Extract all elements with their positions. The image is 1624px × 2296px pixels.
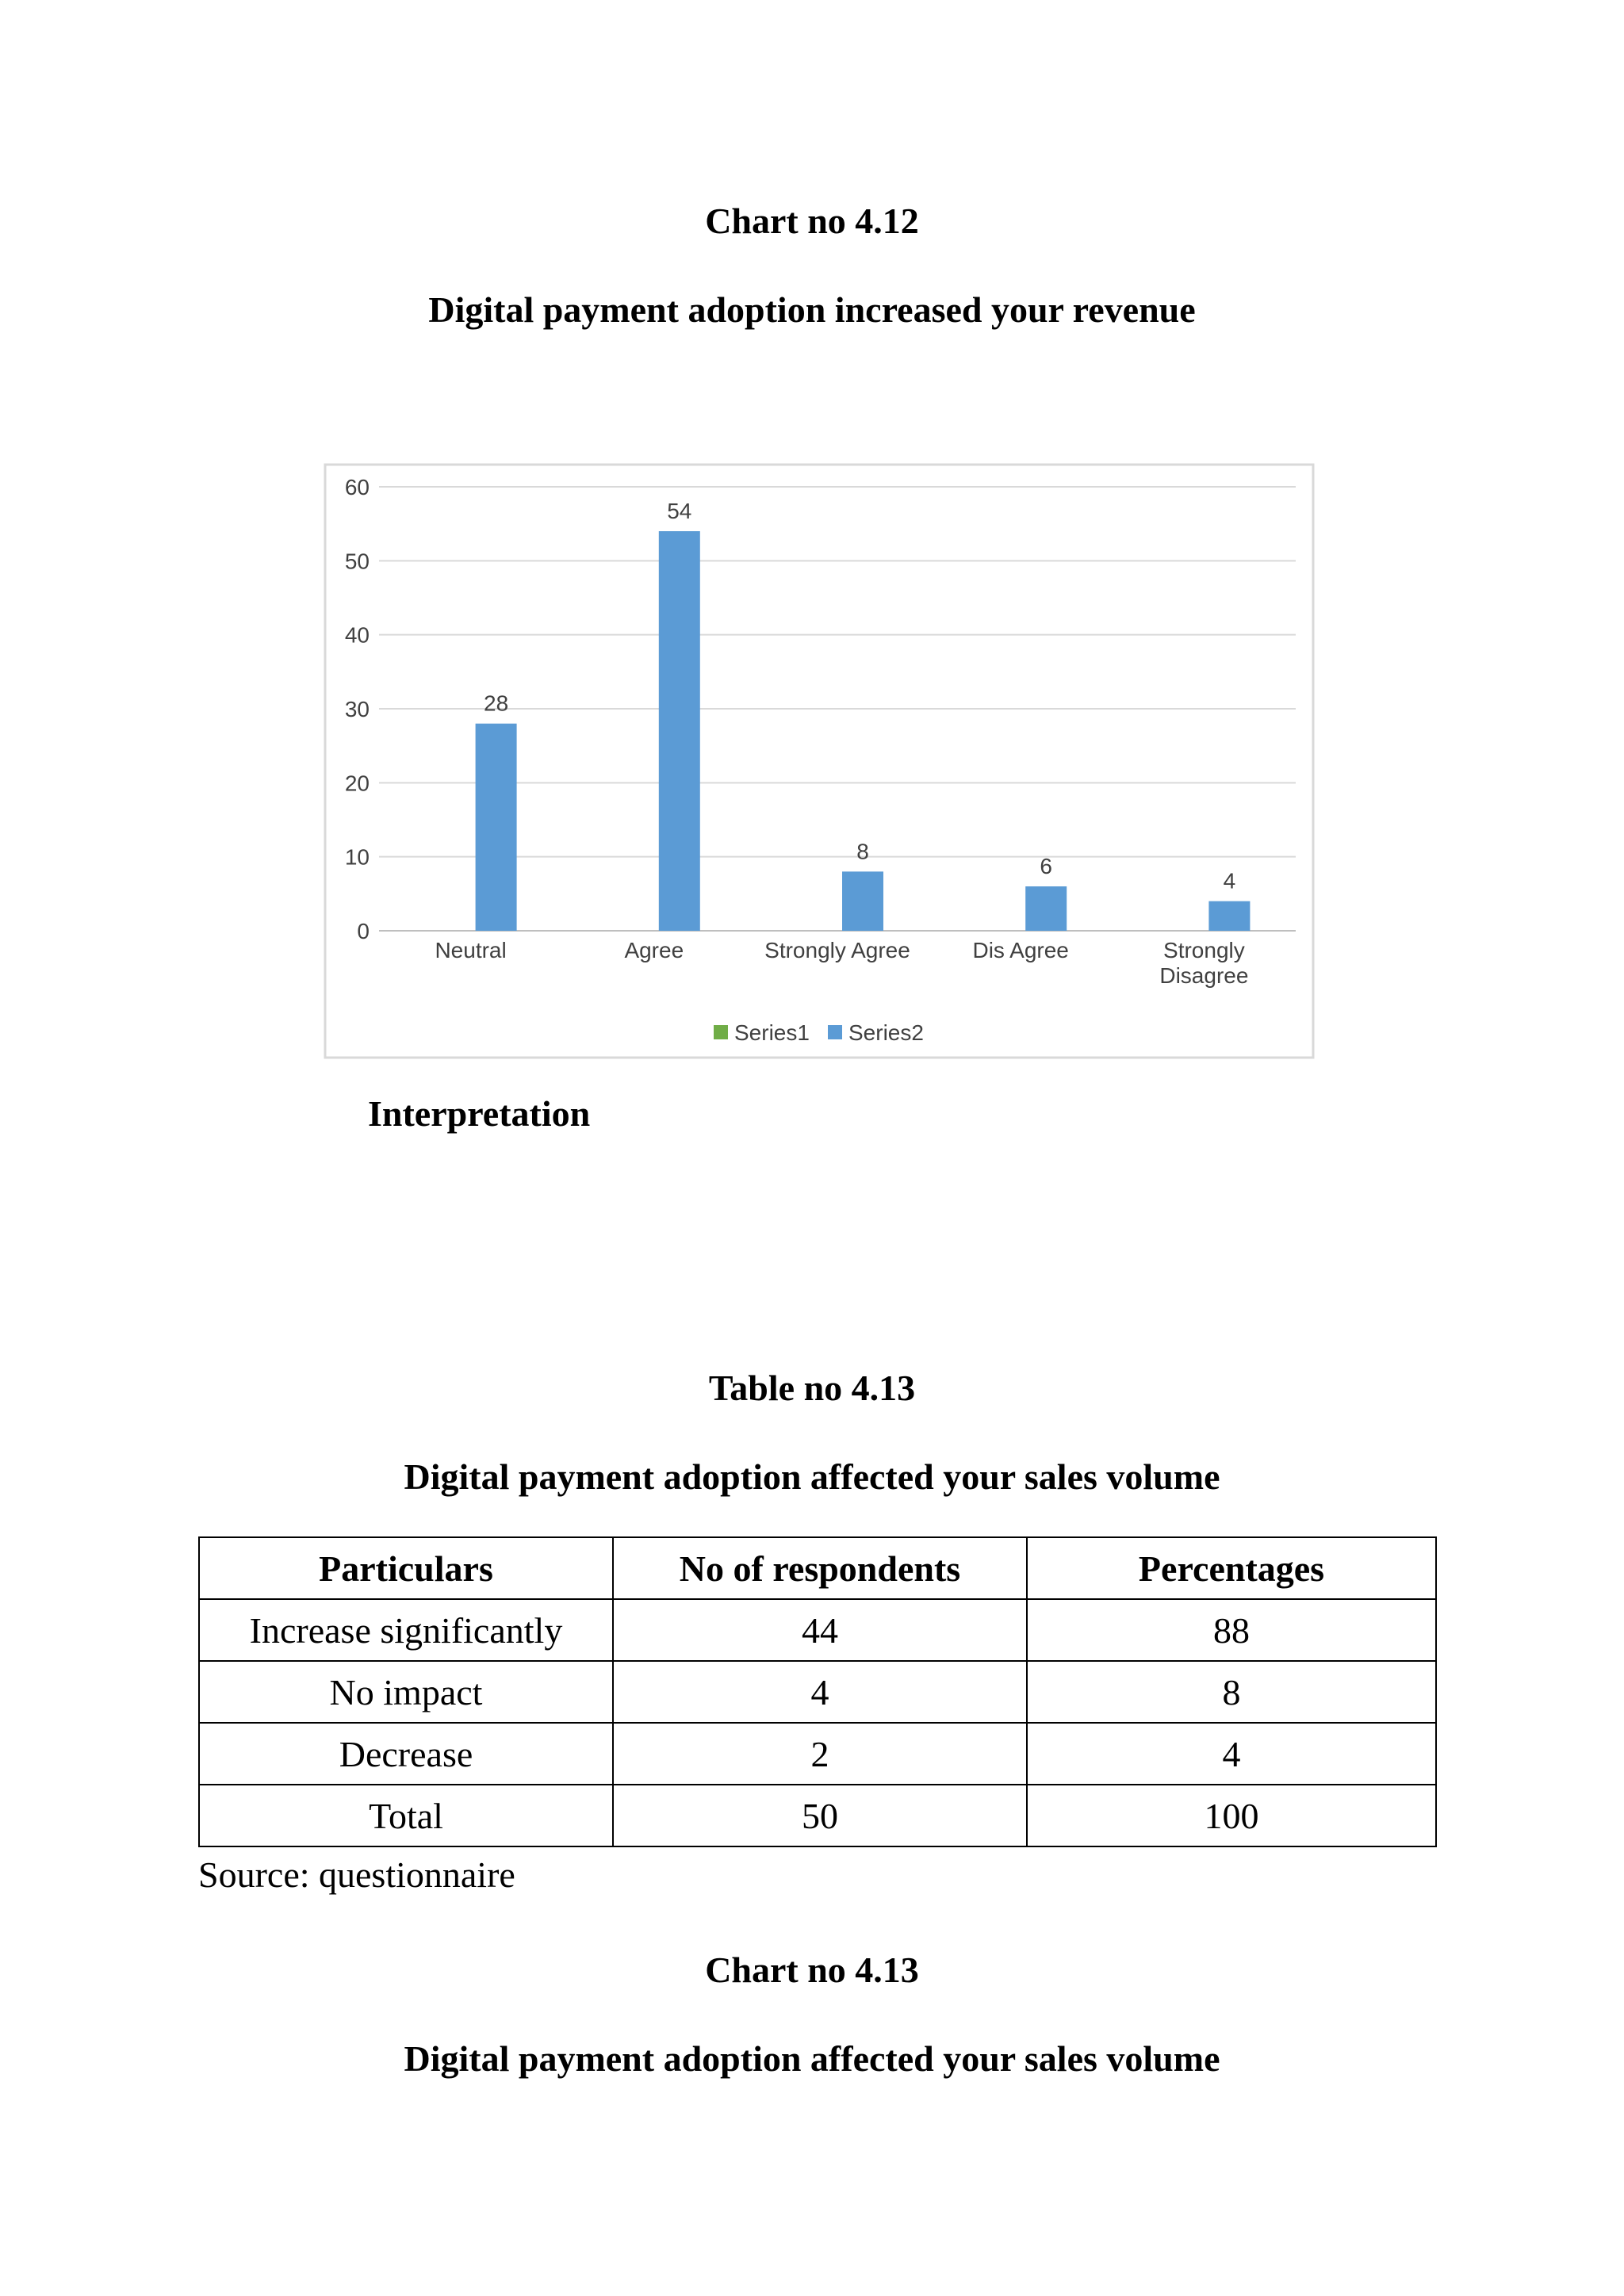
table-row <box>199 1785 1436 1846</box>
table-cell: 4 <box>1027 1723 1436 1785</box>
chart2-heading: Chart no 4.13 <box>705 1950 919 1990</box>
table-heading: Table no 4.13 <box>708 1368 916 1408</box>
x-category-label: Agree <box>624 938 684 962</box>
y-tick-label: 30 <box>344 697 370 721</box>
bar <box>476 724 517 931</box>
x-category-label: Strongly Agree <box>764 938 910 962</box>
y-tick-label: 60 <box>344 475 370 499</box>
bar-chart <box>0 0 1624 1110</box>
bar <box>1208 901 1250 931</box>
y-tick-label: 20 <box>344 771 370 796</box>
table-cell: Total <box>199 1785 613 1846</box>
data-label: 28 <box>484 691 509 716</box>
bar <box>659 531 700 931</box>
data-table <box>198 1536 1437 1847</box>
table-cell: 44 <box>613 1599 1027 1661</box>
table-cell: Increase significantly <box>199 1599 613 1661</box>
table-cell: 2 <box>613 1723 1027 1785</box>
table-cell: 4 <box>613 1661 1027 1723</box>
table-cell: 100 <box>1027 1785 1436 1846</box>
legend-swatch <box>714 1025 728 1039</box>
table-cell: 50 <box>613 1785 1027 1846</box>
x-category-label: Dis Agree <box>972 938 1069 962</box>
interpretation-heading: Interpretation <box>368 1093 591 1134</box>
table-cell: 88 <box>1027 1599 1436 1661</box>
x-category-label: Strongly Disagree <box>1159 938 1249 988</box>
data-label: 54 <box>667 499 692 523</box>
table-row <box>199 1599 1436 1661</box>
col-header-percentages: Percentages <box>1027 1537 1436 1599</box>
y-tick-label: 10 <box>344 844 370 870</box>
chart2-subheading: Digital payment adoption affected your sales volume <box>404 2038 1220 2079</box>
table-cell: Decrease <box>199 1723 613 1785</box>
table-subheading: Digital payment adoption affected your sales volume <box>404 1456 1220 1497</box>
table-row <box>199 1661 1436 1723</box>
table-row <box>199 1723 1436 1785</box>
legend-swatch <box>828 1025 842 1039</box>
table-cell: No impact <box>199 1661 613 1723</box>
y-tick-label: 50 <box>344 549 370 574</box>
bar <box>1025 886 1067 931</box>
data-label: 4 <box>1223 868 1236 894</box>
legend-label: Series1 <box>734 1020 810 1045</box>
y-tick-label: 40 <box>344 622 370 648</box>
col-header-particulars: Particulars <box>199 1537 613 1599</box>
chart-heading: Chart no 4.12 <box>705 201 919 241</box>
table-header-row <box>199 1537 1436 1599</box>
col-header-respondents: No of respondents <box>613 1537 1027 1599</box>
bar <box>842 871 883 931</box>
table-cell: 8 <box>1027 1661 1436 1723</box>
legend-label: Series2 <box>848 1020 924 1045</box>
data-label: 8 <box>856 839 869 864</box>
data-label: 6 <box>1040 854 1052 878</box>
table-source: Source: questionnaire <box>198 1854 515 1895</box>
x-category-label: Neutral <box>435 938 507 962</box>
y-tick-label: 0 <box>357 919 370 943</box>
chart-subheading: Digital payment adoption increased your revenue <box>428 289 1196 330</box>
